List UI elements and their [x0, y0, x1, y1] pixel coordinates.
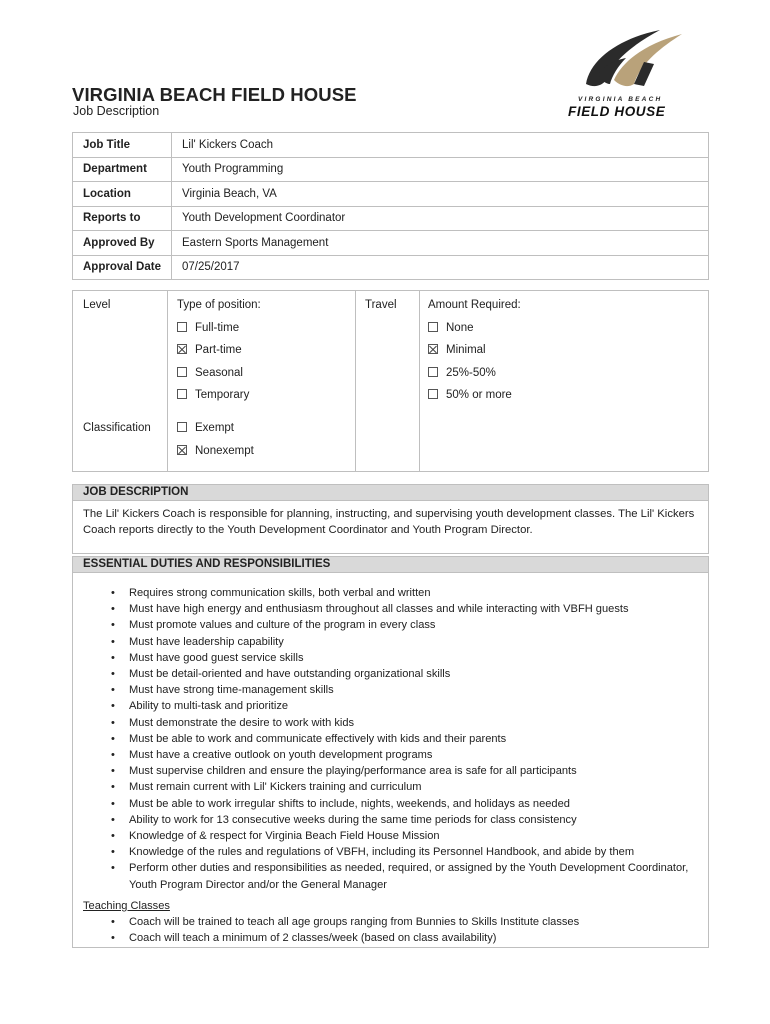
- checkbox-option: [428, 322, 474, 334]
- unchecked-box-icon[interactable]: [177, 322, 187, 332]
- checkbox-option: [177, 322, 239, 334]
- info-value: Lil' Kickers Coach: [172, 133, 709, 158]
- unchecked-box-icon[interactable]: [177, 422, 187, 432]
- position-details: [72, 290, 709, 472]
- job-info-table: [72, 132, 709, 280]
- info-row: [73, 206, 709, 231]
- job-description-section: [72, 484, 709, 554]
- checkbox-option: [428, 344, 486, 356]
- unchecked-box-icon[interactable]: [428, 367, 438, 377]
- list-item: • Knowledge of & respect for Virginia Beach Field House Mission: [111, 828, 698, 844]
- checkbox-label: None: [446, 322, 474, 334]
- info-value: Youth Programming: [172, 157, 709, 182]
- unchecked-box-icon[interactable]: [428, 322, 438, 332]
- checkbox-option: [177, 344, 242, 356]
- list-item: • Ability to work for 13 consecutive weeks during the same time periods for class consistency: [111, 812, 698, 828]
- job-description-heading: JOB DESCRIPTION: [73, 485, 708, 501]
- list-item: • Must remain current with Lil' Kickers training and curriculum: [111, 779, 698, 795]
- teaching-classes-list: [83, 914, 698, 946]
- checked-box-icon[interactable]: [177, 344, 187, 354]
- list-item: • Must be detail-oriented and have outstanding organizational skills: [111, 666, 698, 682]
- level-label: Level: [83, 299, 111, 311]
- checkbox-label: Seasonal: [195, 367, 243, 379]
- info-value: Eastern Sports Management: [172, 231, 709, 256]
- unchecked-box-icon[interactable]: [177, 389, 187, 399]
- checkbox-option: [428, 389, 512, 401]
- duties-list: [83, 585, 698, 893]
- list-item: • Must promote values and culture of the program in every class: [111, 617, 698, 633]
- list-item: • Must have leadership capability: [111, 634, 698, 650]
- list-item: • Must have good guest service skills: [111, 650, 698, 666]
- checkbox-option: [177, 445, 254, 457]
- logo-subtext: VIRGINIA BEACH: [578, 96, 663, 103]
- list-item: • Ability to multi-task and prioritize: [111, 698, 698, 714]
- info-row: [73, 133, 709, 158]
- list-item: • Must be able to work irregular shifts to include, nights, weekends, and holidays as needed: [111, 796, 698, 812]
- list-item: • Knowledge of the rules and regulations of VBFH, including its Personnel Handbook, and abide by them: [111, 844, 698, 860]
- checkbox-label: Exempt: [195, 422, 234, 434]
- unchecked-box-icon[interactable]: [177, 367, 187, 377]
- info-value: 07/25/2017: [172, 255, 709, 280]
- info-label: Reports to: [73, 206, 172, 231]
- checkbox-label: 25%-50%: [446, 367, 496, 379]
- info-label: Approved By: [73, 231, 172, 256]
- info-label: Job Title: [73, 133, 172, 158]
- checkbox-label: Nonexempt: [195, 445, 254, 457]
- info-row: [73, 157, 709, 182]
- page-subtitle: Job Description: [73, 104, 160, 118]
- list-item: • Coach will teach a minimum of 2 classes/week (based on class availability): [111, 930, 698, 946]
- duties-heading: ESSENTIAL DUTIES AND RESPONSIBILITIES: [73, 557, 708, 573]
- checkbox-label: Full-time: [195, 322, 240, 334]
- checkbox-option: [177, 367, 243, 379]
- list-item: • Must be able to work and communicate effectively with kids and their parents: [111, 731, 698, 747]
- checked-box-icon[interactable]: [177, 445, 187, 455]
- list-item: • Must have high energy and enthusiasm throughout all classes and while interacting with VBFH guests: [111, 601, 698, 617]
- checked-box-icon[interactable]: [428, 344, 438, 354]
- info-label: Department: [73, 157, 172, 182]
- checkbox-label: Minimal: [446, 344, 486, 356]
- classification-label: Classification: [83, 422, 151, 434]
- checkbox-label: Temporary: [195, 389, 250, 401]
- checkbox-option: [428, 367, 496, 379]
- info-label: Approval Date: [73, 255, 172, 280]
- info-value: Youth Development Coordinator: [172, 206, 709, 231]
- teaching-classes-heading: Teaching Classes: [83, 899, 170, 912]
- info-label: Location: [73, 182, 172, 207]
- page-title: VIRGINIA BEACH FIELD HOUSE: [72, 84, 357, 105]
- info-row: [73, 231, 709, 256]
- duties-section: [72, 556, 709, 948]
- info-value: Virginia Beach, VA: [172, 182, 709, 207]
- checkbox-label: 50% or more: [446, 389, 512, 401]
- type-of-position-label: Type of position:: [177, 299, 261, 311]
- job-description-text: The Lil' Kickers Coach is responsible for planning, instructing, and supervising youth development classes. The Lil' Kickers Coach reports directly to the Youth Development Coordinator and Youth Program Director.: [83, 508, 695, 536]
- list-item: • Must supervise children and ensure the playing/performance area is safe for all participants: [111, 763, 698, 779]
- travel-label: Travel: [365, 299, 397, 311]
- info-row: [73, 255, 709, 280]
- logo-wordmark: FIELD HOUSE: [568, 104, 666, 119]
- unchecked-box-icon[interactable]: [428, 389, 438, 399]
- amount-required-label: Amount Required:: [428, 299, 521, 311]
- list-item: • Must have a creative outlook on youth development programs: [111, 747, 698, 763]
- checkbox-label: Part-time: [195, 344, 242, 356]
- checkbox-option: [177, 422, 234, 434]
- list-item: • Must demonstrate the desire to work with kids: [111, 715, 698, 731]
- info-row: [73, 182, 709, 207]
- list-item: • Perform other duties and responsibilities as needed, required, or assigned by the Youth Development Coordinator, Youth Program Director and/or the General Manager: [111, 860, 698, 892]
- list-item: • Requires strong communication skills, both verbal and written: [111, 585, 698, 601]
- list-item: • Coach will be trained to teach all age groups ranging from Bunnies to Skills Institute classes: [111, 914, 698, 930]
- checkbox-option: [177, 389, 249, 401]
- list-item: • Must have strong time-management skills: [111, 682, 698, 698]
